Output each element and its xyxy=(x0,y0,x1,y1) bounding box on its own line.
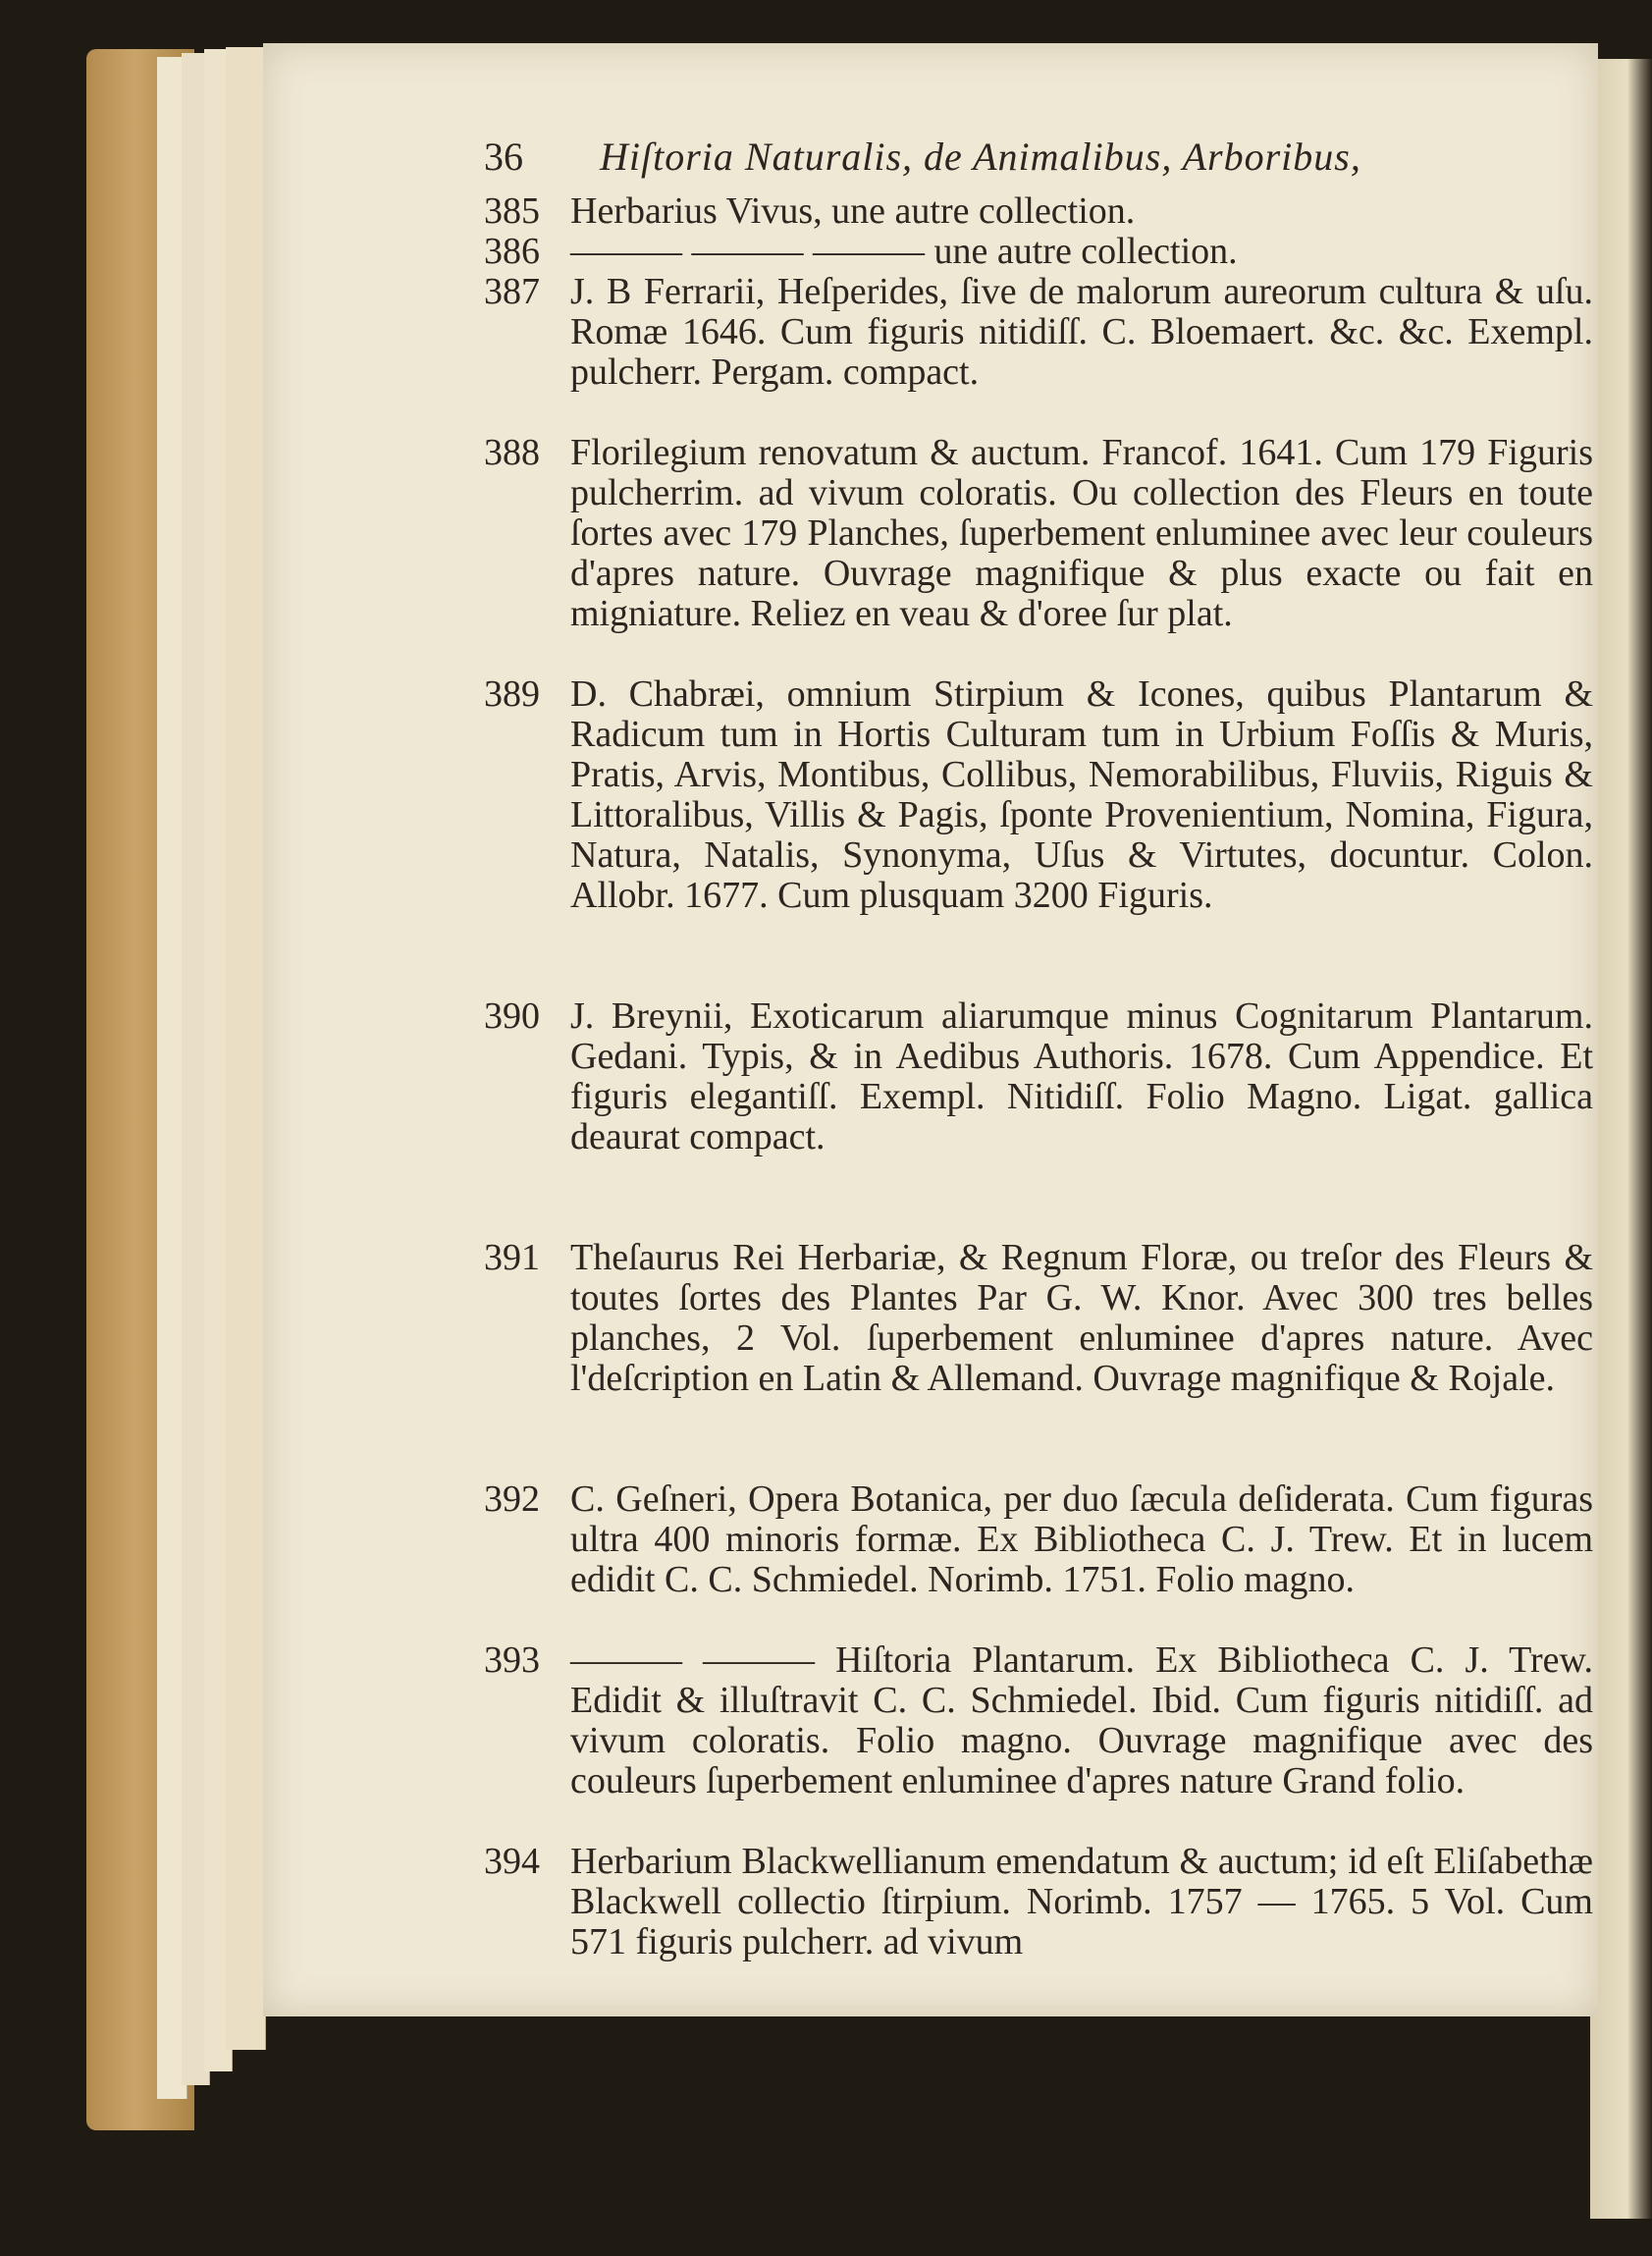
entry-text: Herbarium Blackwellianum emendatum & auctum; id eſt Eliſabethæ Blackwell collectio ſtirpium. Norimb. 1757 — 1765. 5 Vol. Cum 571 figuris pulcherr. ad vivum xyxy=(570,1841,1593,1962)
catalogue-entry xyxy=(484,272,1593,433)
catalogue-entry xyxy=(484,433,1593,674)
entry-number: 391 xyxy=(484,1237,540,1278)
entry-number: 387 xyxy=(484,271,540,312)
entry-text: C. Geſneri, Opera Botanica, per duo ſæcula deſiderata. Cum figuras ultra 400 minoris formæ. Ex Bibliotheca C. J. Trew. Et in lucem edidit C. C. Schmiedel. Norimb. 1751. Folio magno. xyxy=(570,1478,1593,1600)
entry-number: 386 xyxy=(484,231,540,272)
entry-number: 388 xyxy=(484,432,540,473)
entry-number: 393 xyxy=(484,1639,540,1681)
entry-number: 394 xyxy=(484,1841,540,1882)
page-text xyxy=(484,136,1593,2003)
page-number: 36 xyxy=(484,134,523,179)
catalogue-entry xyxy=(484,996,1593,1238)
entry-text: ——— ——— Hiſtoria Plantarum. Ex Bibliotheca C. J. Trew. Edidit & illuſtravit C. C. Schmiedel. Ibid. Cum figuris nitidiſſ. ad vivum coloratis. Folio magno. Ouvrage magnifique avec des couleurs ſuperbement enluminee d'apres nature Grand folio. xyxy=(570,1639,1593,1801)
book-page xyxy=(263,43,1598,2016)
page-edge xyxy=(226,47,266,2050)
entry-number: 389 xyxy=(484,673,540,715)
entry-text: Florilegium renovatum & auctum. Francof. 1641. Cum 179 Figuris pulcherrim. ad vivum coloratis. Ou collection des Fleurs en toute ſortes avec 179 Planches, ſuperbement enluminee avec leur couleurs d'apres nature. Ouvrage magnifique & plus exacte ou fait en migniature. Reliez en veau & d'oree ſur plat. xyxy=(570,432,1593,634)
facing-page-edge xyxy=(1590,59,1652,2219)
entry-number: 390 xyxy=(484,995,540,1037)
entry-number: 385 xyxy=(484,190,540,232)
entry-text: Theſaurus Rei Herbariæ, & Regnum Floræ, ou treſor des Fleurs & toutes ſortes des Plantes Par G. W. Knor. Avec 300 tres belles planches, 2 Vol. ſuperbement enluminee d'apres nature. Avec l'deſcription en Latin & Allemand. Ouvrage magnifique & Rojale. xyxy=(570,1237,1593,1399)
catalogue-entry xyxy=(484,1842,1593,2003)
entry-text: J. B Ferrarii, Heſperides, ſive de malorum aureorum cultura & uſu. Romæ 1646. Cum figuris nitidiſſ. C. Bloemaert. &c. &c. Exempl. pulcherr. Pergam. compact. xyxy=(570,271,1593,393)
catalogue-entry xyxy=(484,1640,1593,1842)
catalogue-entries xyxy=(484,191,1593,2003)
catalogue-entry xyxy=(484,674,1593,996)
catalogue-entry xyxy=(484,1238,1593,1479)
catalogue-entry xyxy=(484,191,1593,232)
entry-text: J. Breynii, Exoticarum aliarumque minus Cognitarum Plantarum. Gedani. Typis, & in Aedibus Authoris. 1678. Cum Appendice. Et figuris elegantiſſ. Exempl. Nitidiſſ. Folio Magno. Ligat. gallica deaurat compact. xyxy=(570,995,1593,1157)
entry-number: 392 xyxy=(484,1478,540,1520)
running-title: Hiſtoria Naturalis, de Animalibus, Arboribus, xyxy=(600,134,1361,179)
entry-text: Herbarius Vivus, une autre collection. xyxy=(570,190,1136,232)
catalogue-entry xyxy=(484,232,1593,272)
catalogue-entry xyxy=(484,1479,1593,1640)
entry-text: D. Chabræi, omnium Stirpium & Icones, quibus Plantarum & Radicum tum in Hortis Culturam tum in Urbium Foſſis & Muris, Pratis, Arvis, Montibus, Collibus, Nemorabilibus, Fluviis, Riguis & Littoralibus, Villis & Pagis, ſponte Provenientium, Nomina, Figura, Natura, Natalis, Synonyma, Uſus & Virtutes, docuntur. Colon. Allobr. 1677. Cum plusquam 3200 Figuris. xyxy=(570,673,1593,916)
entry-text: ——— ——— ——— une autre collection. xyxy=(570,231,1238,272)
running-head xyxy=(484,136,1593,191)
